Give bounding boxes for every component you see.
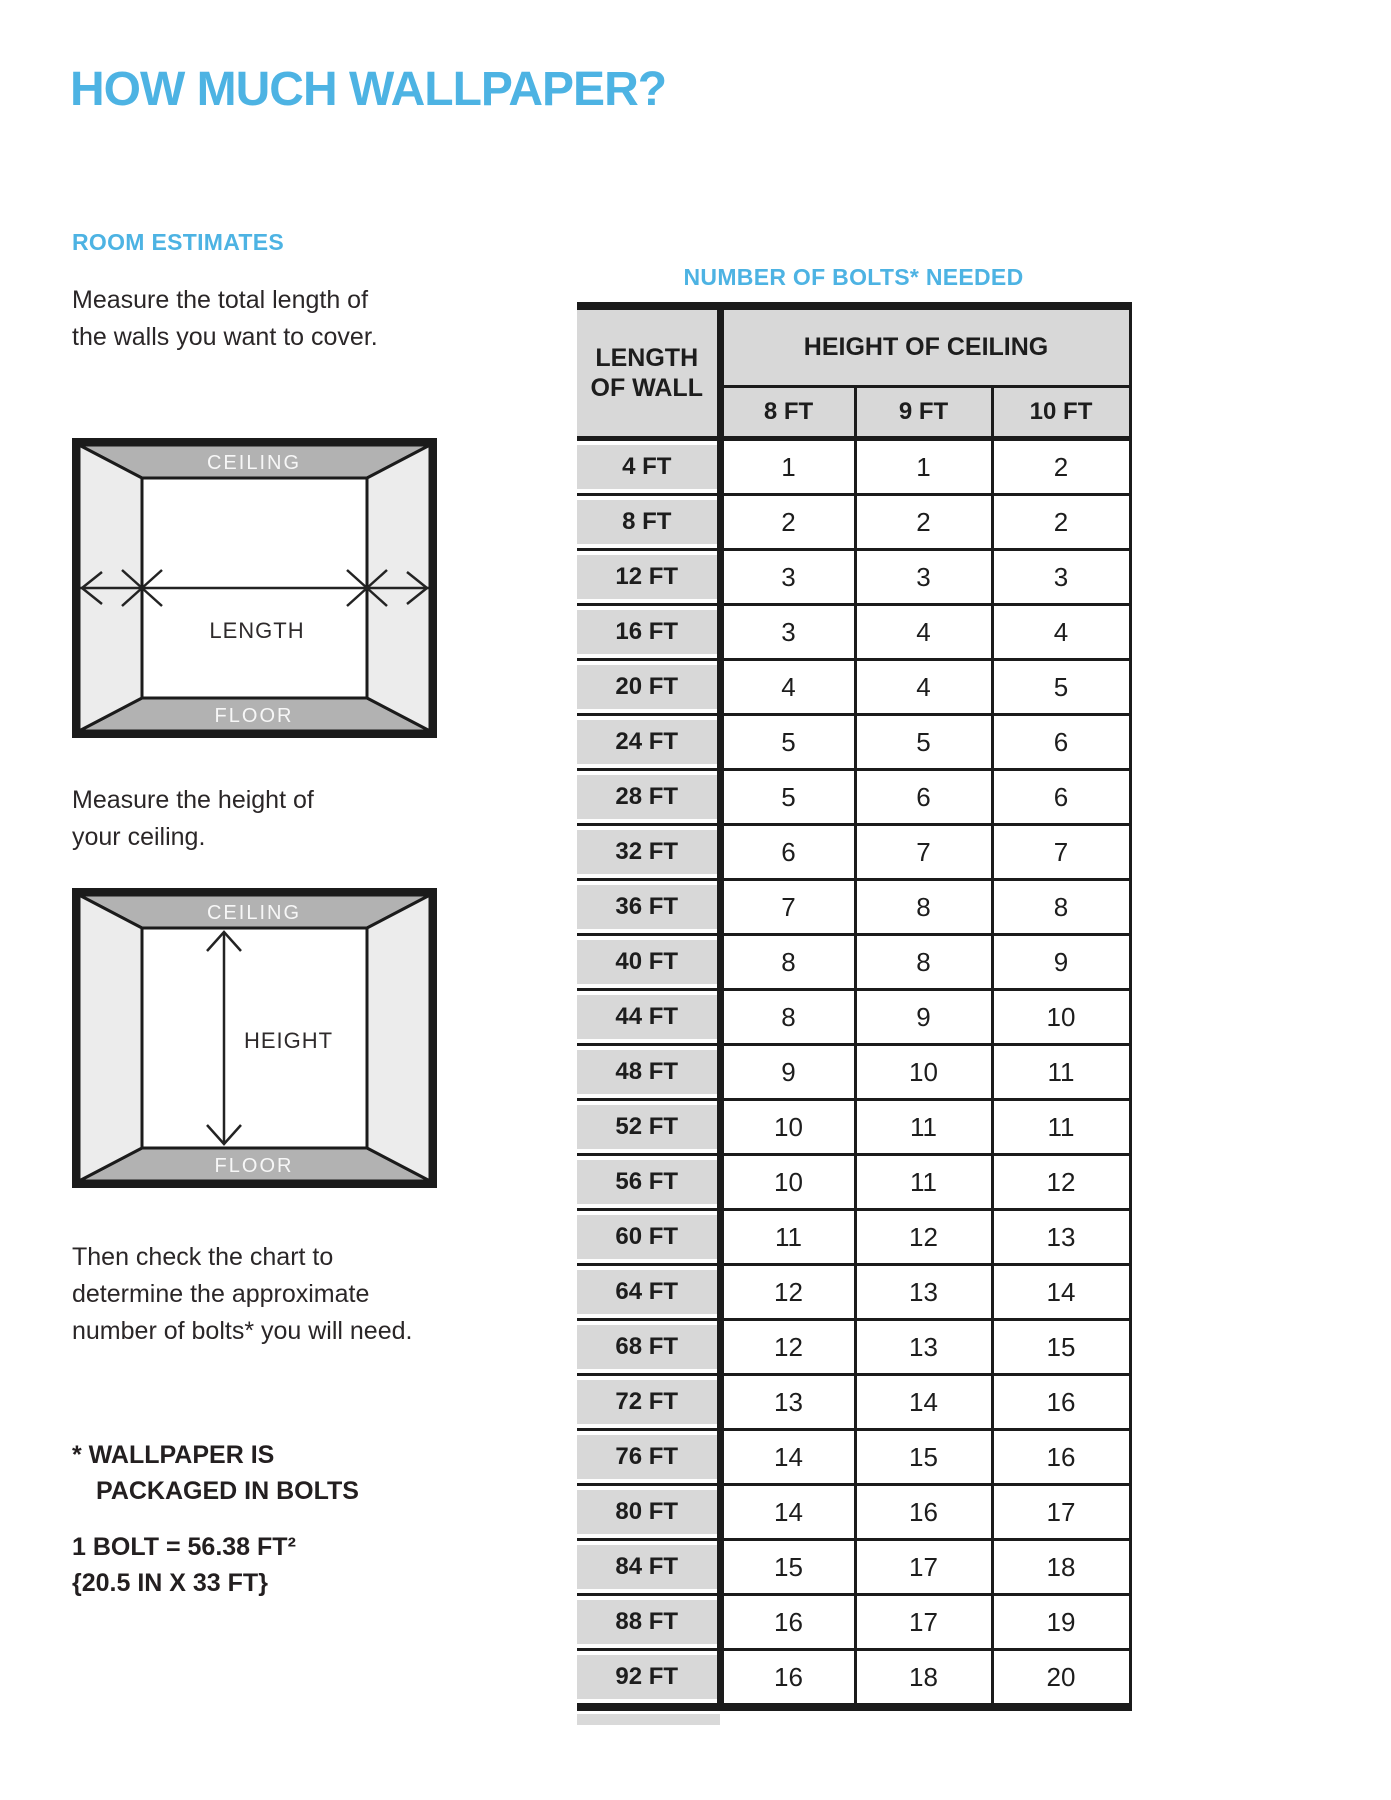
instruction-line: Measure the height of [72, 786, 314, 814]
row-label: 80 FT [577, 1485, 720, 1540]
table-row [577, 715, 1130, 770]
col-header-9ft: 9 FT [855, 387, 992, 439]
bolt-count-cell: 7 [855, 825, 992, 880]
table-row [577, 1430, 1130, 1485]
bolt-count-cell: 14 [992, 1265, 1130, 1320]
bolts-table-header [577, 306, 1130, 439]
bolt-count-cell: 11 [720, 1210, 855, 1265]
row-label: 68 FT [577, 1320, 720, 1375]
bolt-count-cell: 10 [992, 990, 1130, 1045]
bolt-count-cell: 17 [855, 1595, 992, 1650]
bolts-table-body [577, 439, 1130, 1708]
bolt-count-cell: 5 [992, 660, 1130, 715]
bolt-count-cell: 12 [720, 1320, 855, 1375]
instruction-measure-height [72, 782, 314, 856]
row-label: 20 FT [577, 660, 720, 715]
bolt-count-cell: 7 [992, 825, 1130, 880]
row-label: 24 FT [577, 715, 720, 770]
bolt-count-cell: 1 [720, 439, 855, 495]
table-row [577, 1265, 1130, 1320]
bolts-table [577, 302, 1132, 1711]
instruction-line: determine the approximate [72, 1280, 370, 1308]
bolt-count-cell: 12 [992, 1155, 1130, 1210]
instruction-measure-length [72, 282, 378, 356]
bolt-count-cell: 9 [855, 990, 992, 1045]
bolt-count-cell: 2 [992, 439, 1130, 495]
row-label: 64 FT [577, 1265, 720, 1320]
row-label: 84 FT [577, 1540, 720, 1595]
length-label: LENGTH [209, 618, 305, 643]
bolt-count-cell: 16 [992, 1430, 1130, 1485]
bolt-count-cell: 6 [720, 825, 855, 880]
bolt-count-cell: 19 [992, 1595, 1130, 1650]
table-row [577, 1155, 1130, 1210]
row-label: 56 FT [577, 1155, 720, 1210]
table-row [577, 495, 1130, 550]
bolt-count-cell: 9 [992, 935, 1130, 990]
floor-label: FLOOR [214, 705, 294, 727]
bolt-count-cell: 13 [992, 1210, 1130, 1265]
table-row [577, 1540, 1130, 1595]
bolt-count-cell: 4 [720, 660, 855, 715]
bolt-count-cell: 16 [720, 1650, 855, 1708]
bolt-count-cell: 13 [855, 1320, 992, 1375]
bolt-equation: 1 BOLT = 56.38 FT² [72, 1533, 296, 1561]
bolt-count-cell: 10 [855, 1045, 992, 1100]
row-label: 36 FT [577, 880, 720, 935]
bolt-count-cell: 17 [855, 1540, 992, 1595]
table-row [577, 1320, 1130, 1375]
ceiling-label: CEILING [206, 902, 302, 924]
table-header-row [577, 306, 1130, 387]
bolt-count-cell: 2 [720, 495, 855, 550]
instruction-line: the walls you want to cover. [72, 323, 378, 351]
row-label: 48 FT [577, 1045, 720, 1100]
bolt-count-cell: 11 [855, 1155, 992, 1210]
bolt-count-cell: 18 [992, 1540, 1130, 1595]
bolt-count-cell: 14 [720, 1485, 855, 1540]
row-label: 16 FT [577, 605, 720, 660]
table-row [577, 770, 1130, 825]
bolt-count-cell: 8 [720, 990, 855, 1045]
bolt-count-cell: 5 [720, 715, 855, 770]
bolt-count-cell: 17 [992, 1485, 1130, 1540]
bolt-count-cell: 11 [992, 1100, 1130, 1155]
bolt-count-cell: 10 [720, 1100, 855, 1155]
bolt-count-cell: 6 [992, 715, 1130, 770]
table-row [577, 1045, 1130, 1100]
table-row [577, 990, 1130, 1045]
row-label: 32 FT [577, 825, 720, 880]
col-header-8ft: 8 FT [720, 387, 855, 439]
row-label: 4 FT [577, 439, 720, 495]
bolt-count-cell: 3 [720, 550, 855, 605]
bolt-count-cell: 3 [720, 605, 855, 660]
table-bottom-gray-stub [577, 1714, 720, 1725]
bolt-count-cell: 5 [720, 770, 855, 825]
bolt-count-cell: 9 [720, 1045, 855, 1100]
instruction-check-chart [72, 1239, 412, 1350]
bolt-count-cell: 2 [992, 495, 1130, 550]
instruction-line: your ceiling. [72, 823, 206, 851]
corner-header-length-of-wall: LENGTH OF WALL [577, 306, 720, 439]
bolt-count-cell: 12 [855, 1210, 992, 1265]
table-row [577, 439, 1130, 495]
row-label: 8 FT [577, 495, 720, 550]
bolt-count-cell: 11 [992, 1045, 1130, 1100]
bolt-count-cell: 16 [992, 1375, 1130, 1430]
row-label: 76 FT [577, 1430, 720, 1485]
bolt-count-cell: 4 [855, 660, 992, 715]
bolt-count-cell: 1 [855, 439, 992, 495]
bolt-count-cell: 11 [855, 1100, 992, 1155]
bolt-count-cell: 5 [855, 715, 992, 770]
table-row [577, 1650, 1130, 1708]
bolt-count-cell: 10 [720, 1155, 855, 1210]
bolt-count-cell: 13 [855, 1265, 992, 1320]
bolt-count-cell: 2 [855, 495, 992, 550]
instruction-line: Measure the total length of [72, 286, 369, 314]
height-label: HEIGHT [244, 1028, 334, 1053]
bolt-count-cell: 18 [855, 1650, 992, 1708]
table-row [577, 1100, 1130, 1155]
bolt-count-cell: 4 [992, 605, 1130, 660]
bolt-count-cell: 8 [992, 880, 1130, 935]
bolt-count-cell: 16 [720, 1595, 855, 1650]
bolt-count-cell: 14 [855, 1375, 992, 1430]
table-row [577, 880, 1130, 935]
page-title: HOW MUCH WALLPAPER? [70, 63, 667, 116]
table-row [577, 825, 1130, 880]
footnote-packaged-in-bolts [72, 1437, 359, 1509]
table-row [577, 1210, 1130, 1265]
bolt-count-cell: 7 [720, 880, 855, 935]
section-heading-bolts-needed: NUMBER OF BOLTS* NEEDED [683, 264, 1024, 290]
table-row [577, 660, 1130, 715]
row-label: 40 FT [577, 935, 720, 990]
bolt-dimensions: {20.5 IN X 33 FT} [72, 1569, 268, 1597]
row-label: 12 FT [577, 550, 720, 605]
bolt-count-cell: 8 [855, 880, 992, 935]
bolt-count-cell: 13 [720, 1375, 855, 1430]
row-label: 60 FT [577, 1210, 720, 1265]
bolt-count-cell: 4 [855, 605, 992, 660]
bolt-count-cell: 15 [992, 1320, 1130, 1375]
table-row [577, 935, 1130, 990]
left-wall [79, 895, 142, 1181]
bolt-count-cell: 14 [720, 1430, 855, 1485]
bolt-count-cell: 3 [855, 550, 992, 605]
row-label: 44 FT [577, 990, 720, 1045]
row-label: 52 FT [577, 1100, 720, 1155]
room-length-diagram [72, 438, 437, 738]
ceiling-label: CEILING [206, 452, 302, 474]
col-header-10ft: 10 FT [992, 387, 1130, 439]
room-height-diagram [72, 888, 437, 1188]
bolt-count-cell: 8 [855, 935, 992, 990]
row-label: 92 FT [577, 1650, 720, 1708]
floor-label: FLOOR [214, 1155, 294, 1177]
bolt-count-cell: 3 [992, 550, 1130, 605]
footnote-line: * WALLPAPER IS [72, 1441, 275, 1469]
table-row [577, 605, 1130, 660]
section-heading-room-estimates: ROOM ESTIMATES [72, 229, 285, 255]
footnote-bolt-size [72, 1529, 296, 1601]
row-label: 88 FT [577, 1595, 720, 1650]
bolt-count-cell: 12 [720, 1265, 855, 1320]
instruction-line: number of bolts* you will need. [72, 1317, 413, 1345]
bolt-count-cell: 6 [992, 770, 1130, 825]
row-label: 72 FT [577, 1375, 720, 1430]
bolt-count-cell: 15 [855, 1430, 992, 1485]
table-row [577, 1375, 1130, 1430]
bolt-count-cell: 16 [855, 1485, 992, 1540]
bolt-count-cell: 8 [720, 935, 855, 990]
span-header-height-of-ceiling: HEIGHT OF CEILING [720, 306, 1130, 387]
bolt-count-cell: 6 [855, 770, 992, 825]
table-row [577, 1485, 1130, 1540]
row-label: 28 FT [577, 770, 720, 825]
right-wall [367, 895, 430, 1181]
instruction-line: Then check the chart to [72, 1243, 334, 1271]
bolt-count-cell: 15 [720, 1540, 855, 1595]
footnote-line: PACKAGED IN BOLTS [96, 1477, 359, 1505]
table-row [577, 1595, 1130, 1650]
bolt-count-cell: 20 [992, 1650, 1130, 1708]
table-row [577, 550, 1130, 605]
